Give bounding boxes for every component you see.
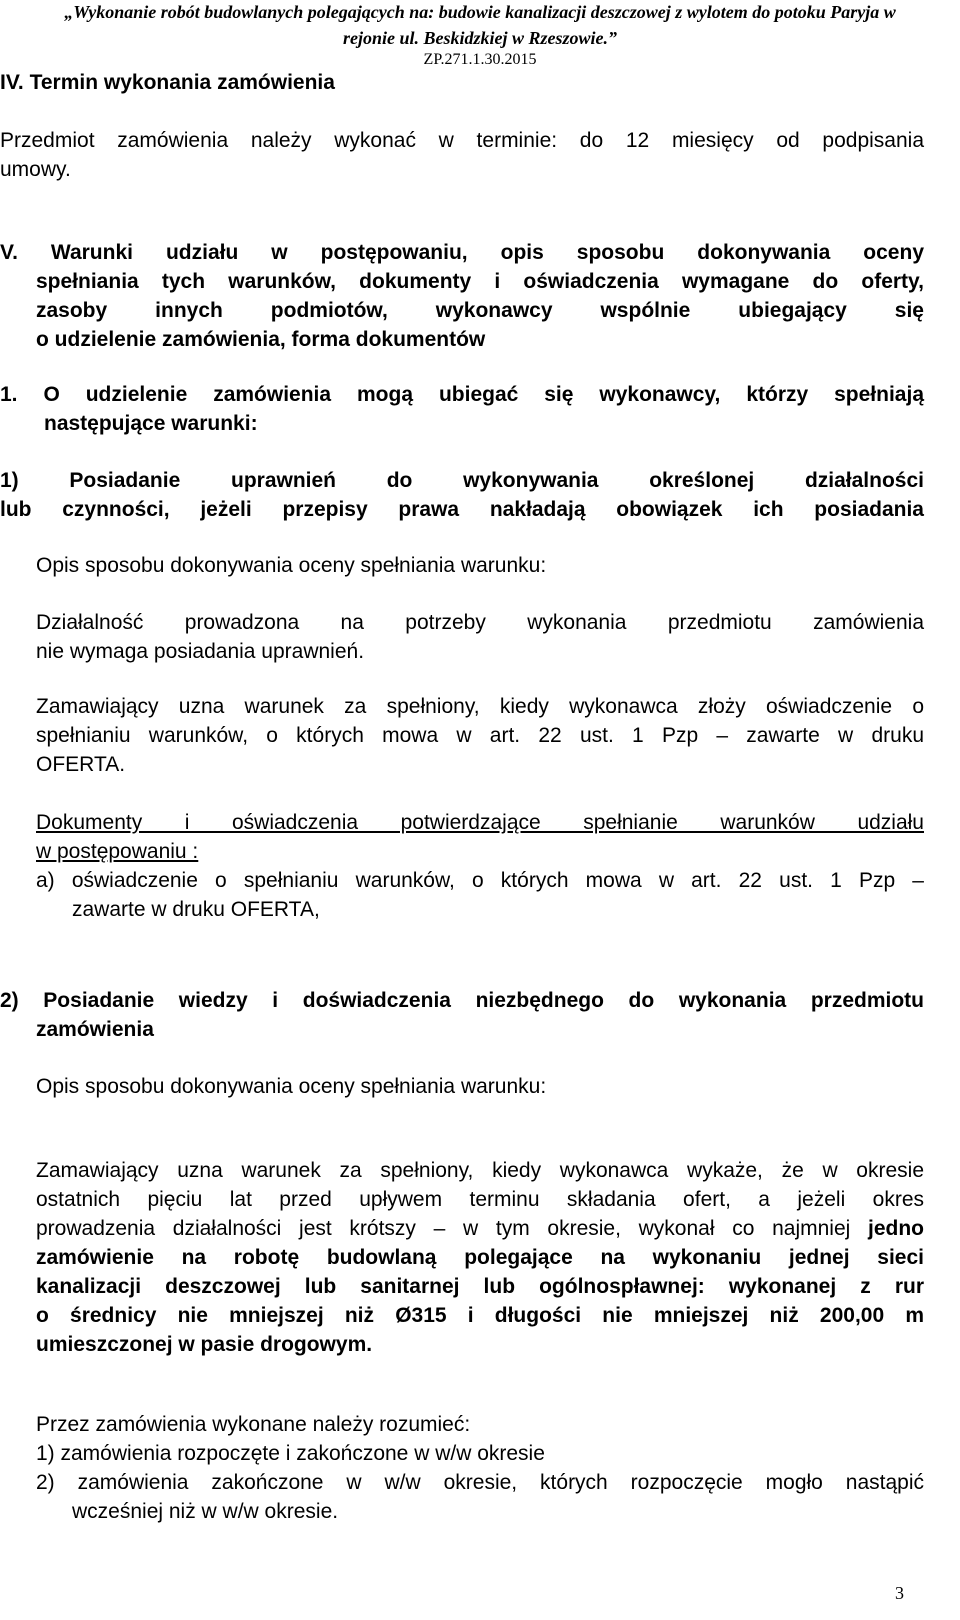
header-reference: ZP.271.1.30.2015 [423, 51, 537, 68]
condition-2-paragraph: Zamawiający uzna warunek za spełniony, kiedy wykonawca wykaże, że w okresie ostatnich pięciu lat przed upływem terminu składania ofert, a jeżeli okres prowadzenia działalności jest krótszy – w tym okresie, wykonał co najmniej jedno zamówienie na robotę budowlaną polegające na wykonaniu jednej sieci kanalizacji deszczowej lub sanitarnej lub ogólnospławnej: wykonanej z rur o średnicy nie mniejszej niż Ø315 i długości nie mniejszej niż 200,00 m umieszczonej w pasie drogowym. [36, 1159, 924, 1356]
condition-1-item-a: a) oświadczenie o spełnianiu warunków, o których mowa w art. 22 ust. 1 Pzp – zawarte w druku OFERTA, [36, 869, 924, 921]
point-1: 1. O udzielenie zamówienia mogą ubiegać się wykonawcy, którzy spełniają następujące warunki: [0, 383, 924, 435]
condition-1-opis: Opis sposobu dokonywania oceny spełniania warunku: [36, 554, 547, 577]
condition-1-dokumenty: Dokumenty i oświadczenia potwierdzające spełnianie warunków udziału w postępowaniu : [36, 811, 924, 863]
condition-2-definitions: Przez zamówienia wykonane należy rozumieć: 1) zamówienia rozpoczęte i zakończone w w/w okresie 2) zamówienia zakończone w w/w okresie, których rozpoczęcie mogło nastąpić wcześniej niż w w/w okresie. [36, 1413, 924, 1523]
section-iv-heading: IV. Termin wykonania zamówienia [0, 71, 335, 94]
condition-1-zamawiajacy: Zamawiający uzna warunek za spełniony, kiedy wykonawca złoży oświadczenie o spełnianiu warunków, o których mowa w art. 22 ust. 1 Pzp – zawarte w druku OFERTA. [36, 695, 924, 776]
condition-2-opis: Opis sposobu dokonywania oceny spełniania warunku: [36, 1075, 547, 1098]
header-title-line1: „Wykonanie robót budowlanych polegających na: budowie kanalizacji deszczowej z wylotem do potoku Paryja w [64, 2, 896, 22]
condition-1-title: 1) Posiadanie uprawnień do wykonywania określonej działalności lub czynności, jeżeli przepisy prawa nakładają obowiązek ich posiadania [0, 469, 924, 521]
section-v-heading: V. Warunki udziału w postępowaniu, opis sposobu dokonywania oceny spełniania tych warunków, dokumenty i oświadczenia wymagane do oferty, zasoby innych podmiotów, wykonawcy wspólnie ubiegający się o udzielenie zamówienia, forma dokumentów [0, 241, 924, 351]
page-number: 3 [895, 1583, 904, 1603]
section-iv-text: Przedmiot zamówienia należy wykonać w terminie: do 12 miesięcy od podpisania umowy. [0, 129, 924, 181]
condition-2-title: 2) Posiadanie wiedzy i doświadczenia niezbędnego do wykonania przedmiotu zamówienia [0, 989, 924, 1041]
condition-1-dzialalnosc: Działalność prowadzona na potrzeby wykonania przedmiotu zamówienia nie wymaga posiadania uprawnień. [36, 611, 924, 663]
header-title-line2: rejonie ul. Beskidzkiej w Rzeszowie.” [342, 28, 618, 48]
